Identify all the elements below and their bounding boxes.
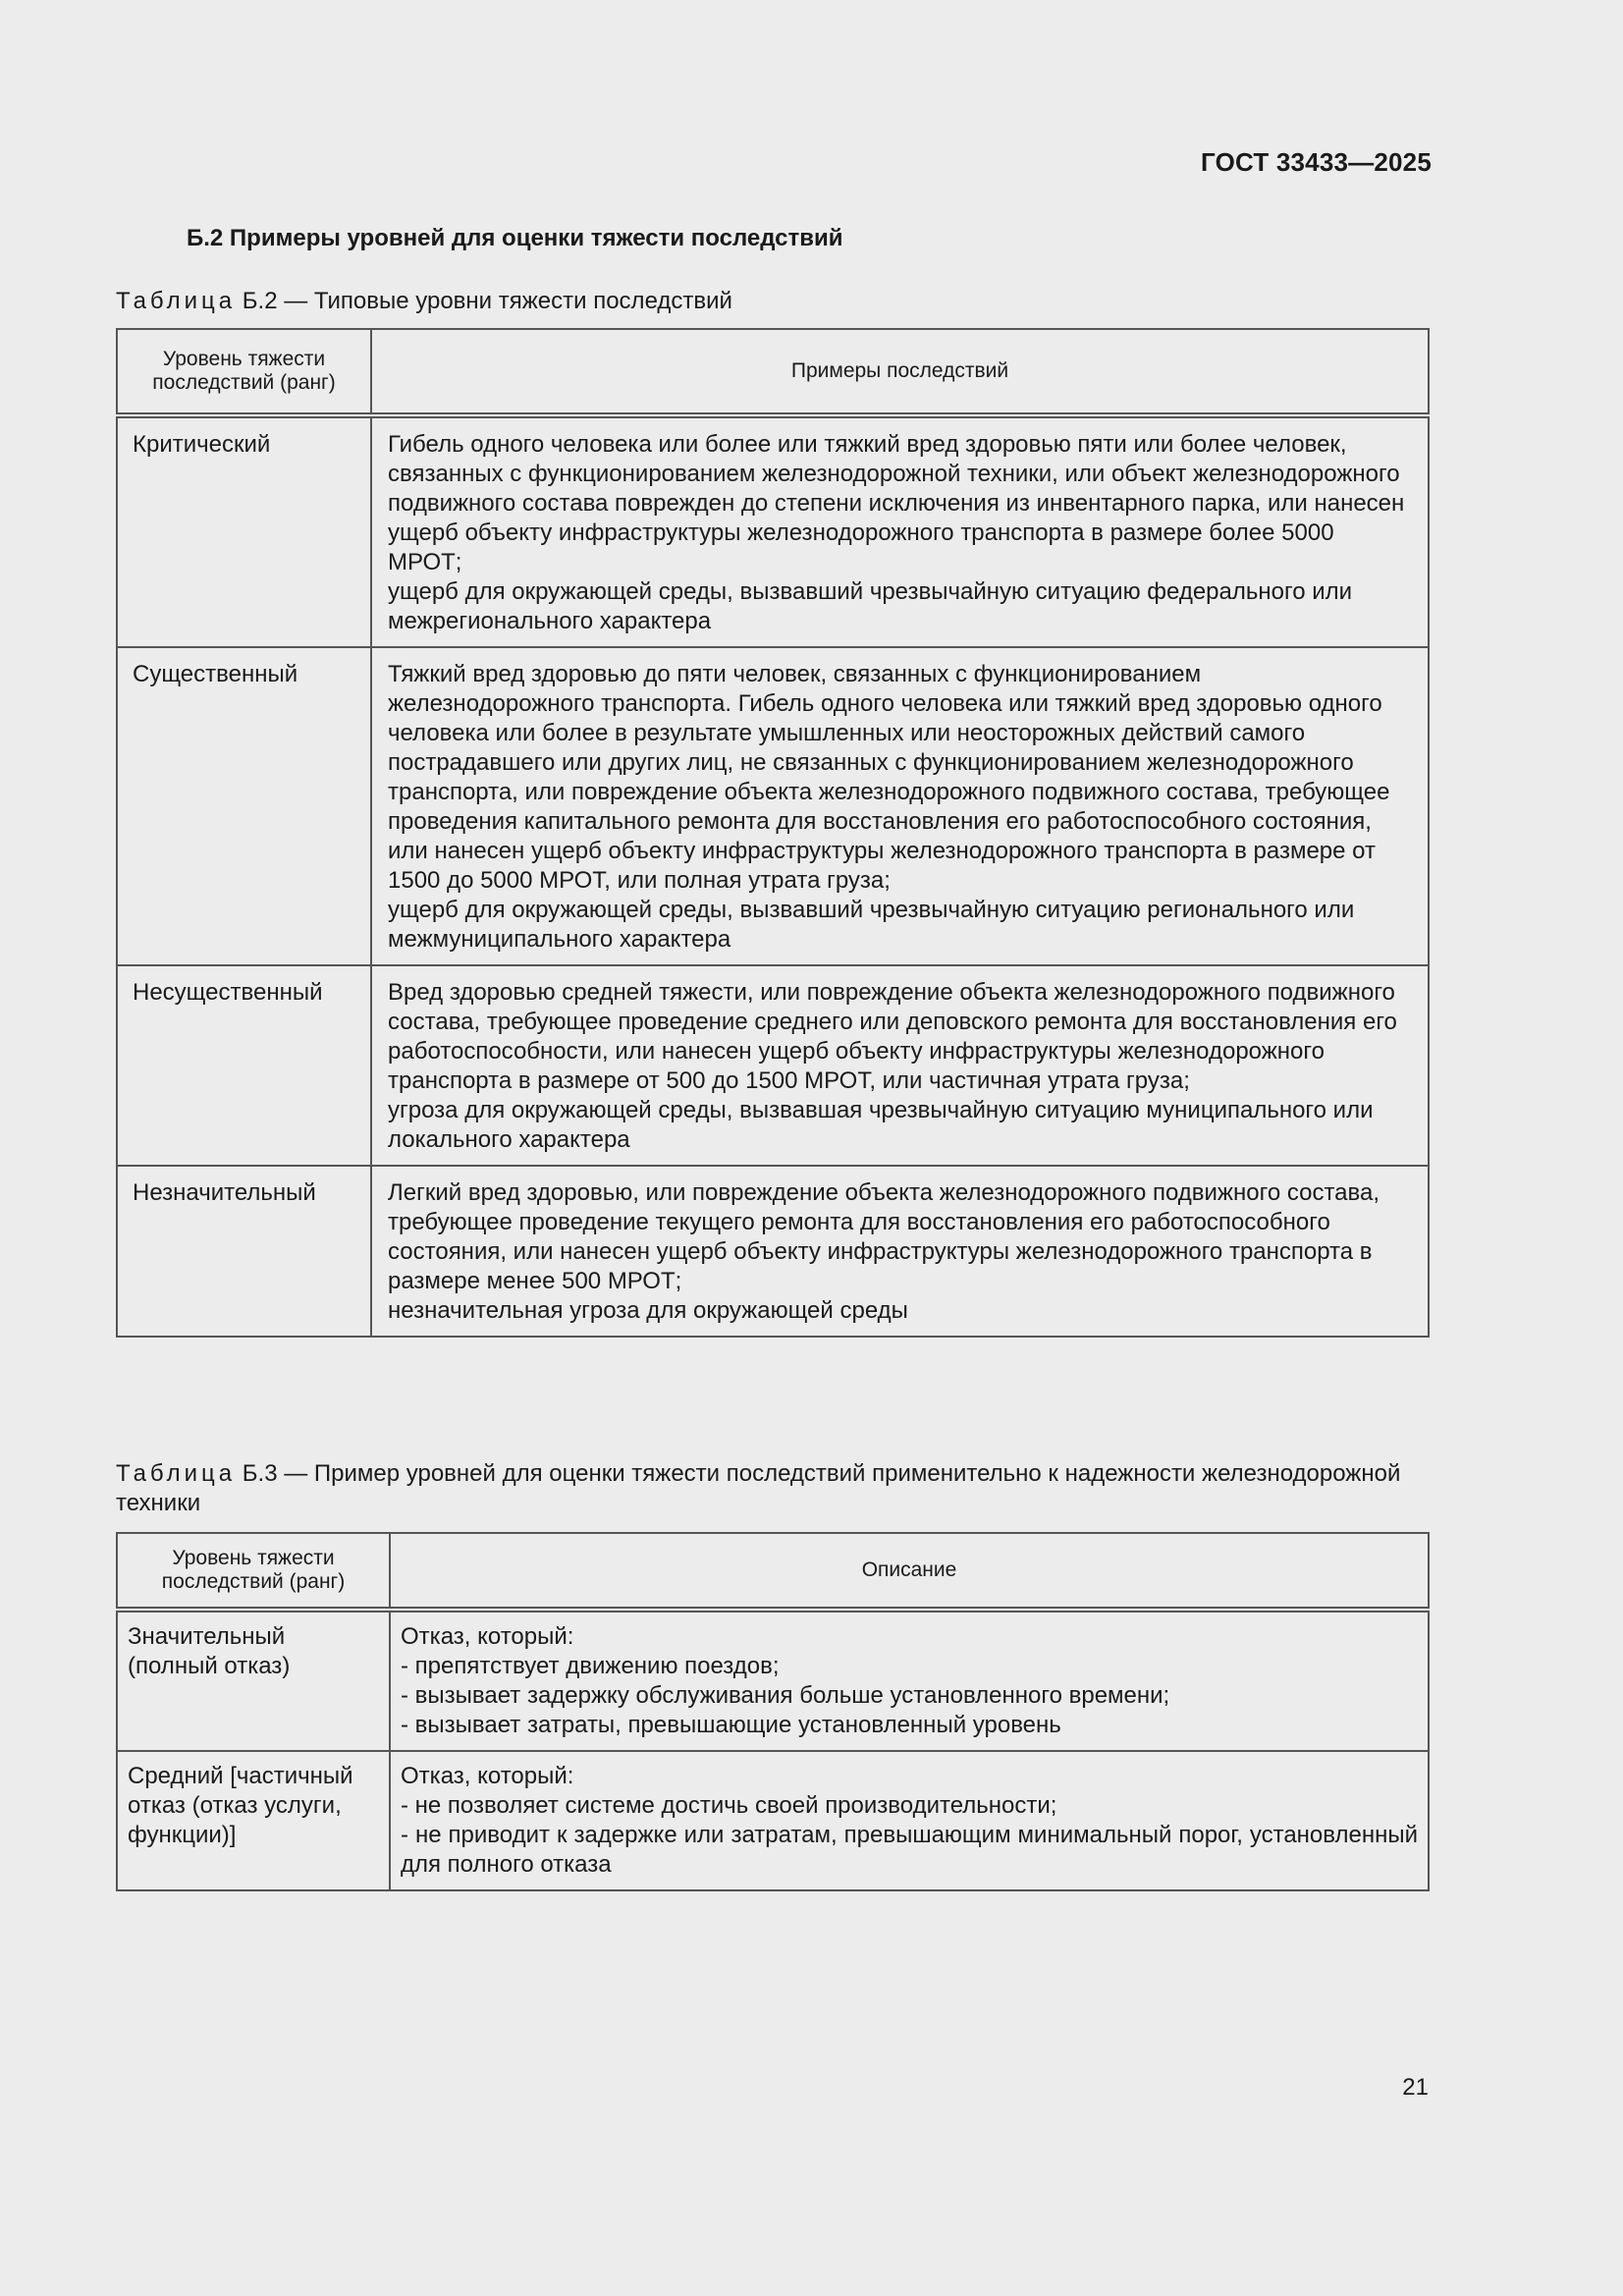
table-b2-header-row [117, 329, 1429, 415]
table-row [117, 647, 1429, 965]
table-b3-caption [116, 1459, 1430, 1518]
consequence-paragraph: незначительная угроза для окружающей среды [388, 1297, 908, 1324]
failure-item: - вызывает задержку обслуживания больше установленного времени; [401, 1682, 1170, 1709]
table-b2-caption [116, 287, 1430, 316]
failure-item: - препятствует движению поездов; [401, 1653, 780, 1679]
failure-description [390, 1610, 1429, 1751]
column-header-level: Уровень тяжести последствий (ранг) [117, 329, 371, 415]
consequence-examples [371, 415, 1429, 647]
table-row [117, 1610, 1429, 1751]
failure-item: - не приводит к задержке или затратам, превышающим минимальный порог, установленный для полного отказа [401, 1822, 1418, 1878]
consequence-paragraph: Гибель одного человека или более или тяжкий вред здоровью пяти или более человек, связанных с функционированием железнодорожной техники, или объект железнодорожного подвижного состава поврежден до степени исключения из инвентарного парка, или нанесен ущерб объекту инфраструктуры железнодорожного транспорта в размере более 5000 МРОТ; [388, 431, 1405, 575]
failure-description [390, 1751, 1429, 1890]
failure-item: - вызывает затраты, превышающие установленный уровень [401, 1712, 1061, 1738]
page-number: 21 [1402, 2074, 1429, 2101]
severity-level: Критический [117, 415, 371, 647]
consequence-paragraph: ущерб для окружающей среды, вызвавший чрезвычайную ситуацию регионального или межмуниципального характера [388, 897, 1355, 953]
table-b2-caption-label: Таблица [116, 288, 237, 314]
table-row [117, 965, 1429, 1166]
table-row [117, 1166, 1429, 1337]
table-row [117, 1751, 1429, 1890]
consequence-examples [371, 965, 1429, 1166]
document-code: ГОСТ 33433—2025 [1201, 147, 1432, 177]
failure-item: - не позволяет системе достичь своей производительности; [401, 1792, 1057, 1819]
table-b2-caption-text: Б.2 — Типовые уровни тяжести последствий [242, 288, 732, 314]
consequence-paragraph: Тяжкий вред здоровью до пяти человек, связанных с функционированием железнодорожного транспорта. Гибель одного человека или тяжкий вред здоровью одного человека или более в результате умышленных или неосторожных действий самого пострадавшего или других лиц, не связанных с функционированием железнодорожного транспорта, или повреждение объекта железнодорожного подвижного состава, требующее проведения капитального ремонта для восстановления его работоспособного состояния, или нанесен ущерб объекту инфраструктуры железнодорожного транспорта в размере от 1500 до 5000 МРОТ, или полная утрата груза; [388, 661, 1390, 894]
severity-level: Незначительный [117, 1166, 371, 1337]
consequence-paragraph: Легкий вред здоровью, или повреждение объекта железнодорожного подвижного состава, требующее проведение текущего ремонта для восстановления его работоспособного состояния, или нанесен ущерб объекту инфраструктуры железнодорожного транспорта в размере менее 500 МРОТ; [388, 1179, 1380, 1294]
table-row [117, 415, 1429, 647]
consequence-paragraph: Вред здоровью средней тяжести, или повреждение объекта железнодорожного подвижного состава, требующее проведение среднего или деповского ремонта для восстановления его работоспособности, или нанесен ущерб объекту инфраструктуры железнодорожного транспорта в размере от 500 до 1500 МРОТ, или частичная утрата груза; [388, 979, 1397, 1094]
severity-level: Существенный [117, 647, 371, 965]
column-header-examples: Примеры последствий [371, 329, 1429, 415]
consequence-examples [371, 647, 1429, 965]
table-b3-header-row [117, 1533, 1429, 1610]
failure-intro: Отказ, который: [401, 1623, 574, 1650]
table-b3-caption-label: Таблица [116, 1460, 237, 1487]
table-b3-caption-text: Б.3 — Пример уровней для оценки тяжести последствий применительно к надежности железнодорожной техники [116, 1460, 1401, 1516]
column-header-description: Описание [390, 1533, 1429, 1610]
section-title: Б.2 Примеры уровней для оценки тяжести последствий [187, 225, 843, 251]
table-b2 [116, 328, 1430, 1338]
consequence-examples [371, 1166, 1429, 1337]
severity-level: Средний [частичный отказ (отказ услуги, функции)] [117, 1751, 390, 1890]
severity-level: Несущественный [117, 965, 371, 1166]
failure-intro: Отказ, который: [401, 1763, 574, 1789]
consequence-paragraph: ущерб для окружающей среды, вызвавший чрезвычайную ситуацию федерального или межрегионального характера [388, 578, 1353, 634]
table-b3 [116, 1532, 1430, 1891]
severity-level: Значительный (полный отказ) [117, 1610, 390, 1751]
consequence-paragraph: угроза для окружающей среды, вызвавшая чрезвычайную ситуацию муниципального или локального характера [388, 1097, 1374, 1153]
column-header-level: Уровень тяжести последствий (ранг) [117, 1533, 390, 1610]
